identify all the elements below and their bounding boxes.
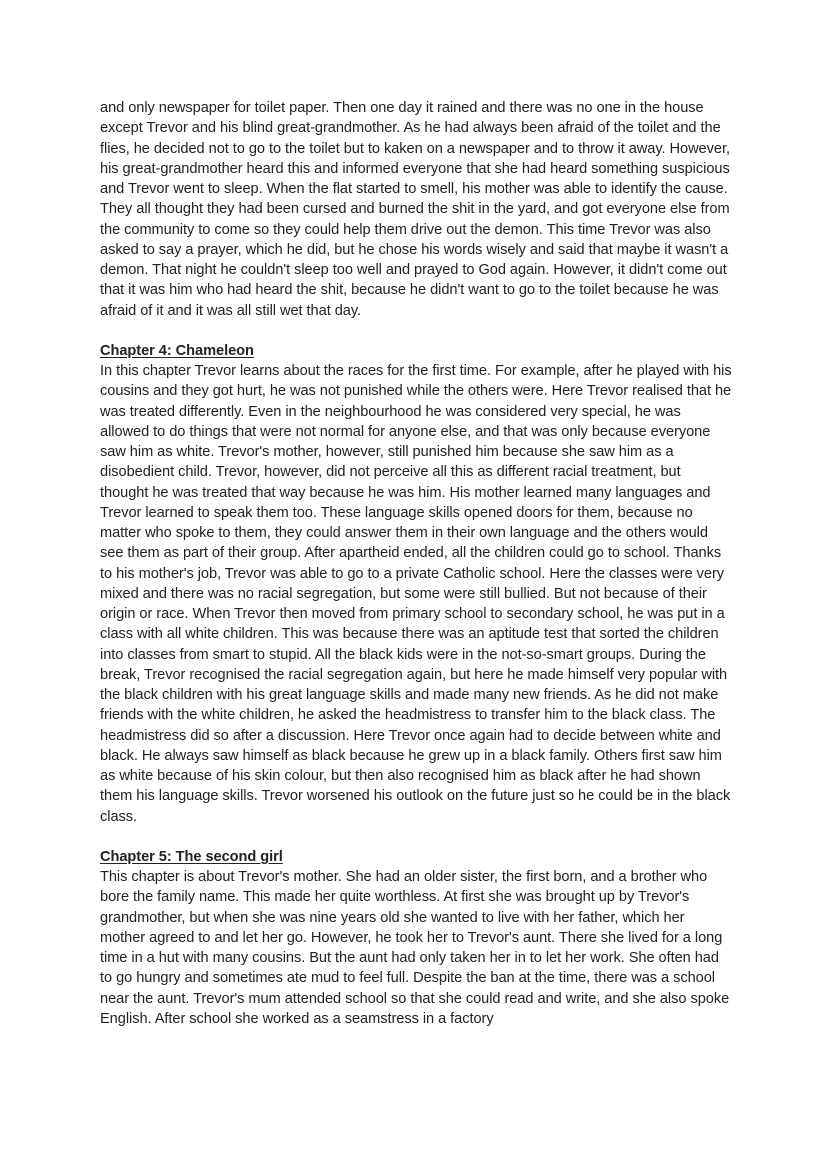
chapter-4-section bbox=[100, 341, 732, 827]
chapter-4-heading: Chapter 4: Chameleon bbox=[100, 342, 254, 359]
chapter-4-body: In this chapter Trevor learns about the races for the first time. For example, after he played with his cousins and they got hurt, he was not punished while the others were. Here Trevor realised that he was treated differently. Even in the neighbourhood he was considered very special, he was allowed to do things that were not normal for anyone else, and that was only because everyone saw him as white. Trevor's mother, however, still punished him because she saw him as a disobedient child. Trevor, however, did not perceive all this as different racial treatment, but thought he was treated that way because he was him. His mother learned many languages and Trevor learned to speak them too. These language skills opened doors for them, because no matter who spoke to them, they could answer them in their own language and the others would see them as part of their group. After apartheid ended, all the children could go to school. Thanks to his mother's job, Trevor was able to go to a private Catholic school. Here the classes were very mixed and there was no racial segregation, but some were still bullied. But not because of their origin or race. When Trevor then moved from primary school to secondary school, he was put in a class with all white children. This was because there was an aptitude test that sorted the children into classes from smart to stupid. All the black kids were in the not-so-smart groups. During the break, Trevor recognised the racial segregation again, but here he made himself very popular with the black children with his great language skills and made many new friends. As he did not make friends with the white children, he asked the headmistress to transfer him to the black class. The headmistress did so after a discussion. Here Trevor once again had to decide between white and black. He always saw himself as black because he grew up in a black family. Others first saw him as white because of his skin colour, but then also recognised him as black after he had shown them his language skills. Trevor worsened his outlook on the future just so he could be in the black class. bbox=[100, 363, 732, 825]
document-page bbox=[100, 98, 732, 1029]
chapter-5-heading: Chapter 5: The second girl bbox=[100, 848, 283, 865]
intro-paragraph: and only newspaper for toilet paper. Then one day it rained and there was no one in the house except Trevor and his blind great-grandmother. As he had always been afraid of the toilet and the flies, he decided not to go to the toilet but to kaken on a newspaper and to throw it away. However, his great-grandmother heard this and informed everyone that she had heard something suspicious and Trevor went to sleep. When the flat started to smell, his mother was able to identify the cause. They all thought they had been cursed and burned the shit in the yard, and got everyone else from the community to come so they could help them drive out the demon. This time Trevor was also asked to say a prayer, which he did, but he chose his words wisely and said that maybe it wasn't a demon. That night he couldn't sleep too well and prayed to God again. However, it didn't come out that it was him who had heard the shit, because he didn't want to go to the toilet because he was afraid of it and it was all still wet that day. bbox=[100, 100, 730, 319]
chapter-5-body: This chapter is about Trevor's mother. She had an older sister, the first born, and a brother who bore the family name. This made her quite worthless. At first she was brought up by Trevor's grandmother, but when she was nine years old she wanted to live with her father, which her mother agreed to and let her go. However, he took her to Trevor's aunt. There she lived for a long time in a hut with many cousins. But the aunt had only taken her in to let her work. She often had to go hungry and sometimes ate mud to feel full. Despite the ban at the time, there was a school near the aunt. Trevor's mum attended school so that she could read and write, and she also spoke English. After school she worked as a seamstress in a factory bbox=[100, 869, 730, 1027]
chapter-5-section bbox=[100, 847, 732, 1029]
